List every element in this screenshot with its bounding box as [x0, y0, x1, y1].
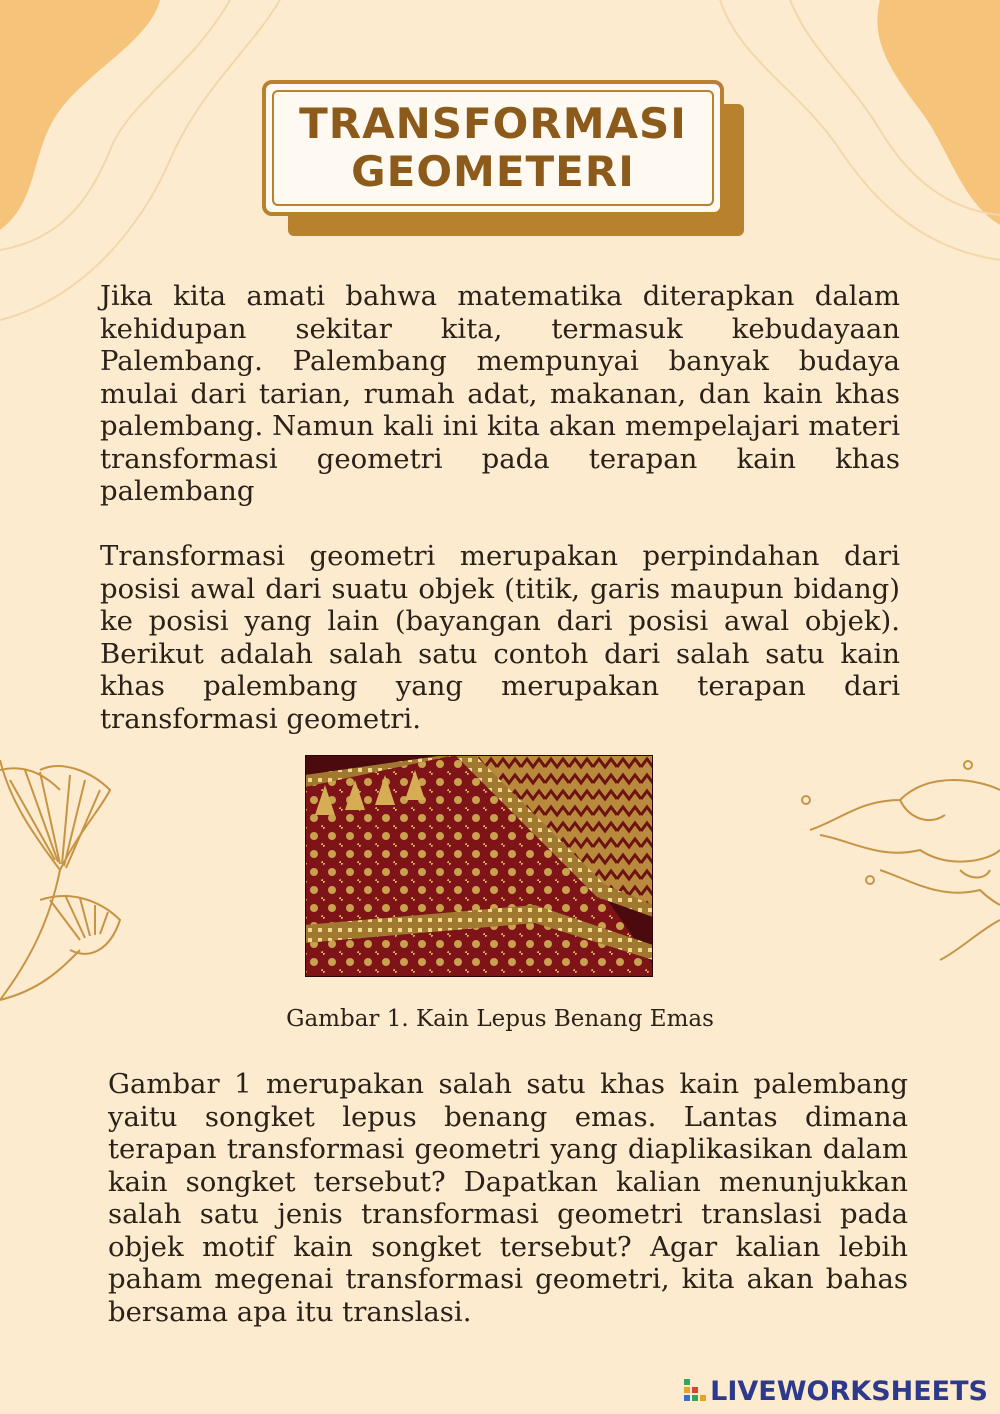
title-inner-frame [272, 90, 714, 206]
intro-paragraph: Jika kita amati bahwa matematika diterapkan dalam kehidupan sekitar kita, termasuk kebudayaan Palembang. Palembang mempunyai banyak budaya mulai dari tarian, rumah adat, makanan, dan kain khas palembang. Namun kali ini kita akan mempelajari materi transformasi geometri pada terapan kain khas palembang [100, 280, 900, 507]
page-title-line-1: TRANSFORMASI [299, 99, 687, 148]
top-left-blob [0, 0, 160, 230]
brand-text: LIVEWORKSHEETS [710, 1375, 988, 1407]
liveworksheets-brand [684, 1376, 988, 1406]
songket-fabric-photo [305, 755, 653, 977]
cloud-motif-icon [802, 761, 1000, 960]
page-title-line-2: GEOMETERI [351, 147, 635, 196]
definition-paragraph: Transformasi geometri merupakan perpindahan dari posisi awal dari suatu objek (titik, garis maupun bidang) ke posisi yang lain (bayangan dari posisi awal objek). Berikut adalah salah satu contoh dari salah satu kain khas palembang yang merupakan terapan dari transformasi geometri. [100, 540, 900, 735]
title-box [262, 80, 724, 216]
figure-caption: Gambar 1. Kain Lepus Benang Emas [286, 1006, 714, 1032]
page-title [299, 100, 687, 196]
liveworksheets-logo-icon [684, 1379, 706, 1403]
ginkgo-leaf-icon [0, 760, 120, 1000]
top-right-blob [877, 0, 1000, 225]
question-paragraph: Gambar 1 merupakan salah satu khas kain palembang yaitu songket lepus benang emas. Lantas dimana terapan transformasi geometri yang diaplikasikan dalam kain songket tersebut? Dapatkan kalian menunjukkan salah satu jenis transformasi geometri translasi pada objek motif kain songket tersebut? Agar kalian lebih paham megenai transformasi geometri, kita akan bahas bersama apa itu translasi. [108, 1068, 908, 1328]
